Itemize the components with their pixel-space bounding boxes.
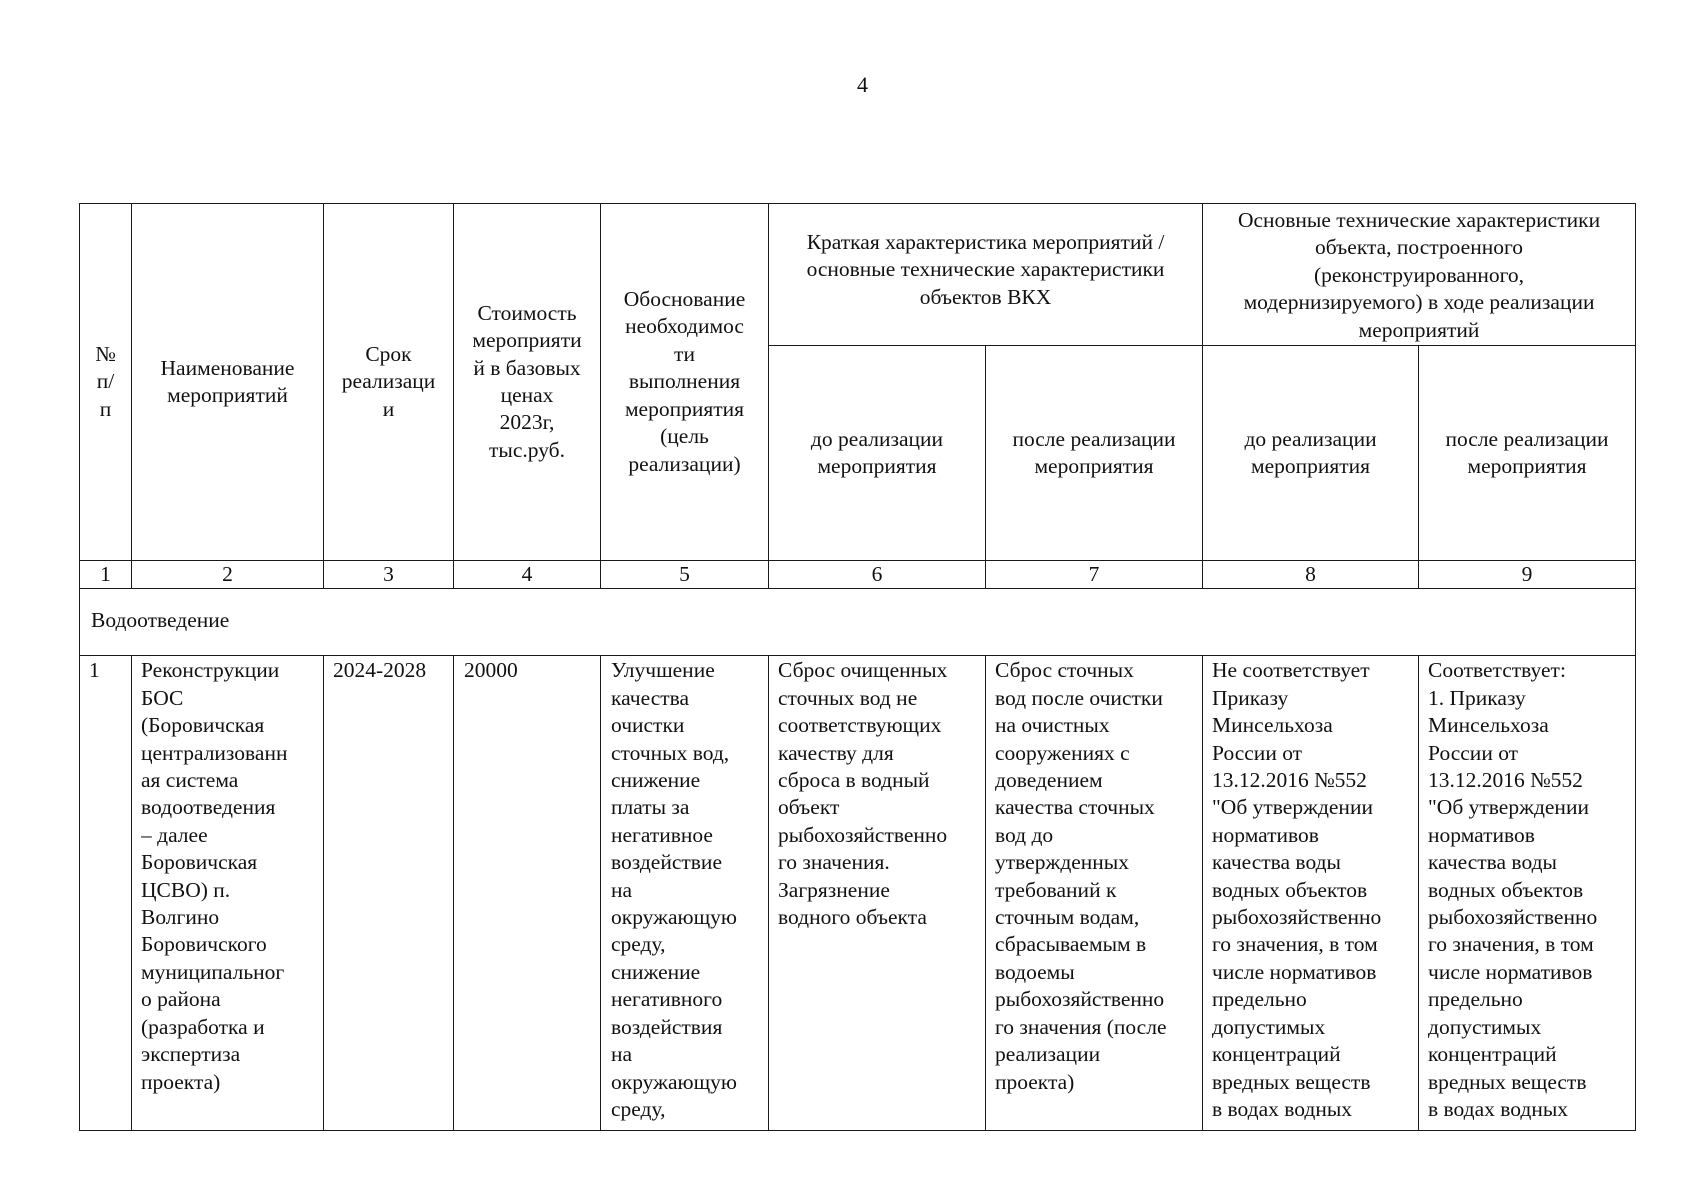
header-tech-after: после реализации мероприятия	[1419, 346, 1636, 561]
header-justification: Обоснование необходимос ти выполнения мероприятия (цель реализации)	[601, 204, 769, 561]
header-cost: Стоимость мероприяти й в базовых ценах 2023г, тыс.руб.	[454, 204, 601, 561]
header-term: Срок реализаци и	[324, 204, 454, 561]
column-number: 3	[324, 561, 454, 589]
row-term: 2024-2028	[324, 656, 454, 1131]
header-number: № п/ п	[80, 204, 132, 561]
header-brief-before: до реализации мероприятия	[769, 346, 986, 561]
column-number: 9	[1419, 561, 1636, 589]
column-number: 8	[1203, 561, 1419, 589]
page-number: 4	[857, 72, 868, 97]
column-number: 4	[454, 561, 601, 589]
table-row	[80, 656, 1636, 1131]
row-number: 1	[80, 656, 132, 1131]
row-name: Реконструкции БОС (Боровичская централизованн ая система водоотведения – далее Боровичская ЦСВО) п. Волгино Боровичского муниципальног о района (разработка и экспертиза проекта)	[132, 656, 324, 1131]
row-tech-before: Не соответствует Приказу Минсельхоза России от 13.12.2016 №552 "Об утверждении нормативов качества воды водных объектов рыбохозяйственно го значения, в том числе нормативов предельно допустимых концентраций вредных веществ в водах водных	[1203, 656, 1419, 1131]
column-number: 2	[132, 561, 324, 589]
row-brief-after: Сброс сточных вод после очистки на очистных сооружениях с доведением качества сточных вод до утвержденных требований к сточным водам, сбрасываемым в водоемы рыбохозяйственно го значения (после реализации проекта)	[986, 656, 1203, 1131]
section-title: Водоотведение	[80, 589, 1636, 656]
row-brief-before: Сброс очищенных сточных вод не соответствующих качеству для сброса в водный объект рыбохозяйственно го значения. Загрязнение водного объекта	[769, 656, 986, 1131]
column-number: 5	[601, 561, 769, 589]
header-tech-before: до реализации мероприятия	[1203, 346, 1419, 561]
column-number-row	[80, 561, 1636, 589]
header-technical-characteristics: Основные технические характеристики объекта, построенного (реконструированного, модернизируемого) в ходе реализации мероприятий	[1203, 204, 1636, 346]
row-cost: 20000	[454, 656, 601, 1131]
column-number: 6	[769, 561, 986, 589]
header-name: Наименование мероприятий	[132, 204, 324, 561]
column-number: 7	[986, 561, 1203, 589]
header-brief-after: после реализации мероприятия	[986, 346, 1203, 561]
row-justification: Улучшение качества очистки сточных вод, снижение платы за негативное воздействие на окружающую среду, снижение негативного воздействия на окружающую среду,	[601, 656, 769, 1131]
header-brief-characteristics: Краткая характеристика мероприятий / основные технические характеристики объектов ВКХ	[769, 204, 1203, 346]
row-tech-after: Соответствует: 1. Приказу Минсельхоза России от 13.12.2016 №552 "Об утверждении нормативов качества воды водных объектов рыбохозяйственно го значения, в том числе нормативов предельно допустимых концентраций вредных веществ в водах водных	[1419, 656, 1636, 1131]
column-number: 1	[80, 561, 132, 589]
measures-table	[79, 203, 1636, 1131]
